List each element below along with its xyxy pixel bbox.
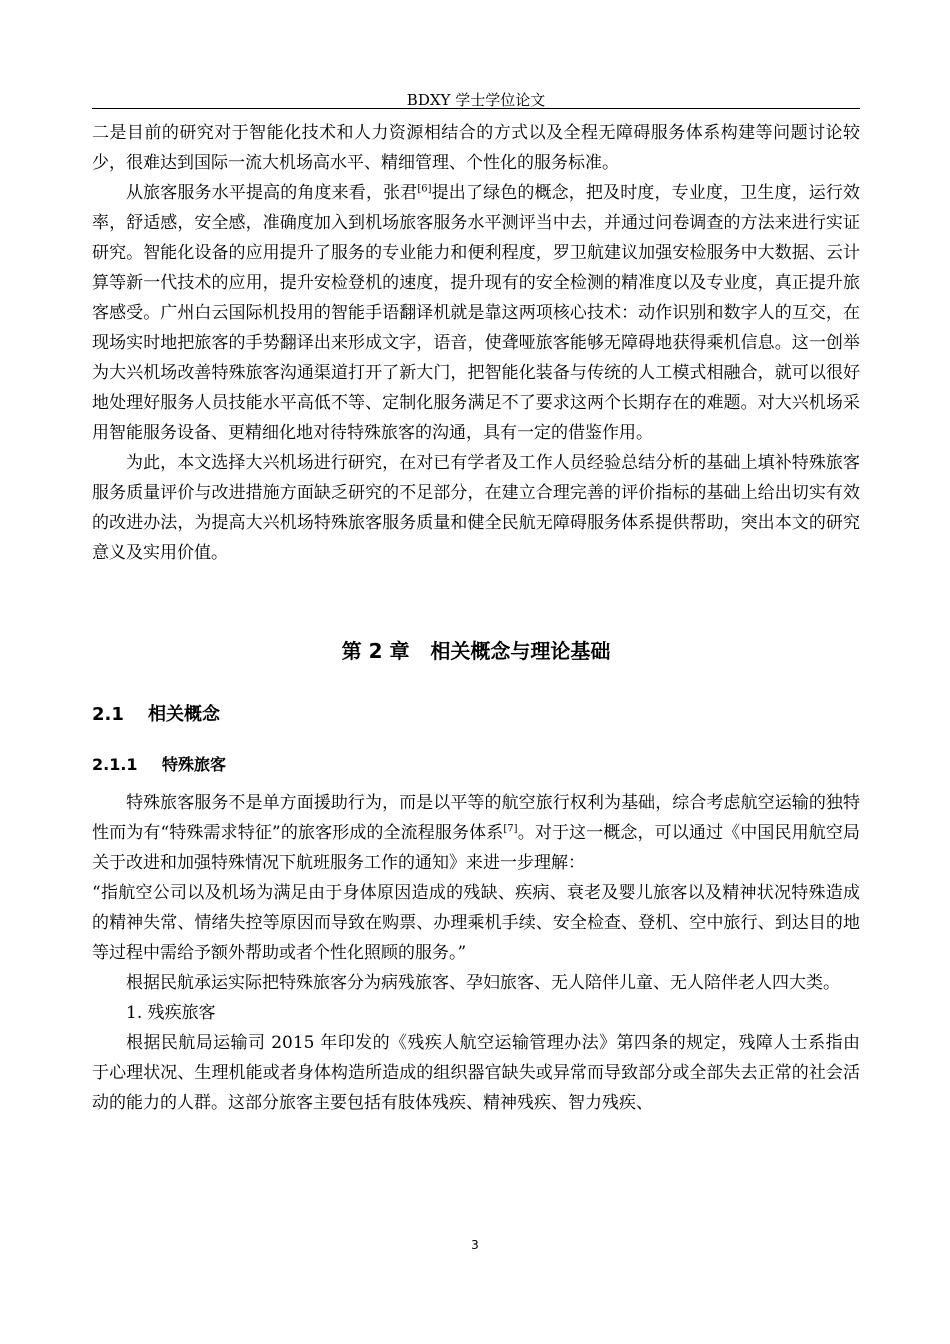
paragraph-text: 从旅客服务水平提高的角度来看，张君	[126, 183, 418, 203]
page-body	[92, 118, 860, 1118]
paragraph-text: 。对于这一概念，可以通过《中国民用航空局关于改进和加强特殊情况下航班服务工作的通知》来进一步理解：	[92, 823, 860, 873]
section-heading	[92, 700, 860, 730]
subsection-number: 2.1.1	[92, 755, 138, 774]
paragraph-text: 特殊旅客服务不是单方面援助行为，而是以平等的航空旅行权利为基础，综合考虑航空运输的独特性而为有“特殊需求特征”的旅客形成的全流程服务体系	[92, 793, 860, 843]
paragraph	[92, 788, 860, 878]
chapter-heading	[92, 636, 860, 666]
citation-ref: [7]	[503, 823, 518, 835]
running-header: BDXY 学士学位论文	[406, 91, 546, 109]
page-number: 3	[471, 1238, 479, 1252]
paragraph: 二是目前的研究对于智能化技术和人力资源相结合的方式以及全程无障碍服务体系构建等问题讨论较少，很难达到国际一流大机场高水平、精细管理、个性化的服务标准。	[92, 123, 860, 173]
subsection-heading	[92, 750, 860, 780]
paragraph: 根据民航承运实际把特殊旅客分为病残旅客、孕妇旅客、无人陪伴儿童、无人陪伴老人四大类。	[126, 973, 840, 993]
paragraph	[92, 178, 860, 448]
list-heading: 1. 残疾旅客	[126, 1003, 216, 1023]
section-title: 相关概念	[148, 704, 220, 725]
chapter-title: 相关概念与理论基础	[430, 639, 611, 663]
paragraph-text: 提出了绿色的概念，把及时度，专业度，卫生度，运行效率，舒适感，安全感，准确度加入到机场旅客服务水平测评当中去，并通过问卷调查的方法来进行实证研究。智能化设备的应用提升了服务的专业能力和便利程度，罗卫航建议加强安检服务中大数据、云计算等新一代技术的应用，提升安检登机的速度，提升现有的安全检测的精准度以及专业度，真正提升旅客感受。广州白云国际机投用的智能手语翻译机就是靠这两项核心技术：动作识别和数字人的互交，在现场实时地把旅客的手势翻译出来形成文字，语音，使聋哑旅客能够无障碍地获得乘机信息。这一创举为大兴机场改善特殊旅客沟通渠道打开了新大门，把智能化装备与传统的人工模式相融合，就可以很好地处理好服务人员技能水平高低不等、定制化服务满足不了要求这两个长期存在的难题。对大兴机场采用智能服务设备、更精细化地对待特殊旅客的沟通，具有一定的借鉴作用。	[92, 183, 860, 443]
chapter-number: 第 2 章	[341, 639, 410, 663]
quotation: “指航空公司以及机场为满足由于身体原因造成的残缺、疾病、衰老及婴儿旅客以及精神状况特殊造成的精神失常、情绪失控等原因而导致在购票、办理乘机手续、安全检查、登机、空中旅行、到达目的地等过程中需给予额外帮助或者个性化照顾的服务。”	[92, 883, 860, 963]
paragraph: 为此，本文选择大兴机场进行研究，在对已有学者及工作人员经验总结分析的基础上填补特殊旅客服务质量评价与改进措施方面缺乏研究的不足部分，在建立合理完善的评价指标的基础上给出切实有效的改进办法，为提高大兴机场特殊旅客服务质量和健全民航无障碍服务体系提供帮助，突出本文的研究意义及实用价值。	[92, 453, 860, 563]
citation-ref: [6]	[417, 183, 432, 195]
subsection-title: 特殊旅客	[162, 755, 227, 774]
header-rule	[92, 108, 860, 109]
paragraph: 根据民航局运输司 2015 年印发的《残疾人航空运输管理办法》第四条的规定，残障人士系指由于心理状况、生理机能或者身体构造所造成的组织器官缺失或异常而导致部分或全部失去正常的社会活动的能力的人群。这部分旅客主要包括有肢体残疾、精神残疾、智力残疾、	[92, 1033, 860, 1113]
section-number: 2.1	[92, 704, 124, 725]
